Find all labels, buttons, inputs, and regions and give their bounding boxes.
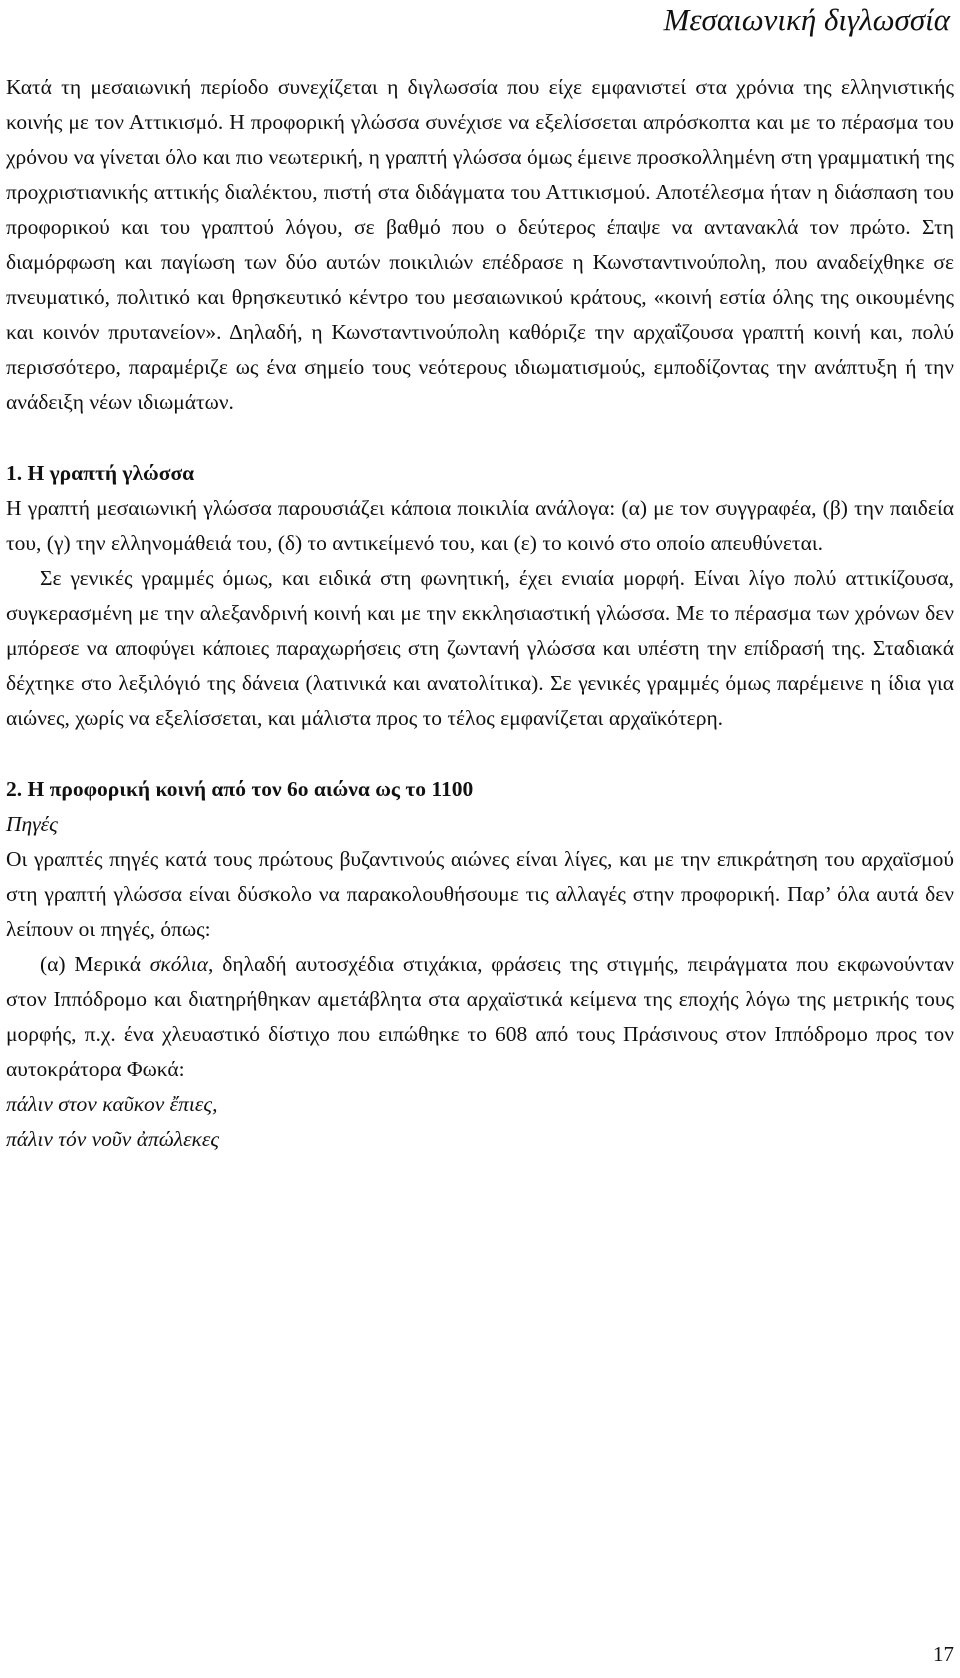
section-spacer	[6, 420, 954, 456]
running-title: Μεσαιωνική διγλωσσία	[663, 2, 950, 37]
section-2-paragraph-1: Οι γραπτές πηγές κατά τους πρώτους βυζαντινούς αιώνες είναι λίγες, και με την επικράτηση του αρχαϊσμού στη γραπτή γλώσσα είναι δύσκολο να παρακολουθήσουμε τις αλλαγές στην προφορική. Παρ’ όλα αυτά δεν λείπουν οι πηγές, όπως:	[6, 847, 954, 941]
section-2-heading: 2. Η προφορική κοινή από τον 6ο αιώνα ως το 1100	[6, 777, 474, 801]
section-2-paragraph-2	[6, 947, 954, 1087]
section-2-subheading: Πηγές	[6, 812, 58, 836]
body-text	[6, 70, 954, 1157]
paragraph-rest: , δηλαδή αυτοσχέδια στιχάκια, φράσεις της στιγμής, πειράγματα που εκφωνούνταν στον Ιππόδρομο και διατηρήθηκαν αμετάβλητα στα αρχαϊστικά κείμενα της εποχής λόγω της μετρικής τους μορφής, π.χ. ένα χλευαστικό δίστιχο που ειπώθηκε το 608 από τους Πράσινους στον Ιππόδρομο προς τον αυτοκράτορα Φωκά:	[6, 952, 954, 1081]
section-1-paragraph-1: Η γραπτή μεσαιωνική γλώσσα παρουσιάζει κάποια ποικιλία ανάλογα: (α) με τον συγγραφέα, (β) την παιδεία του, (γ) την ελληνομάθειά του, (δ) το αντικείμενό του, και (ε) το κοινό στο οποίο απευθύνεται.	[6, 496, 954, 555]
page-number: 17	[933, 1642, 954, 1666]
section-spacer	[6, 736, 954, 772]
emphasized-term: σκόλια	[149, 952, 209, 976]
verse-line-2: πάλιν τόν νοῦν ἀπώλεκες	[6, 1127, 220, 1151]
paragraph-lead: (α) Μερικά	[40, 952, 150, 976]
intro-paragraph: Κατά τη μεσαιωνική περίοδο συνεχίζεται η διγλωσσία που είχε εμφανιστεί στα χρόνια της ελληνιστικής κοινής με τον Αττικισμό. Η προφορική γλώσσα συνέχισε να εξελίσσεται απρόσκοπτα και με το πέρασμα του χρόνου να γίνεται όλο και πιο νεωτερική, η γραπτή γλώσσα όμως έμεινε προσκολλημένη στη γραμματική της προχριστιανικής αττικής διαλέκτου, πιστή στα διδάγματα του Αττικισμού. Αποτέλεσμα ήταν η διάσπαση του προφορικού και του γραπτού λόγου, σε βαθμό που ο δεύτερος έπαψε να αντανακλά τον πρώτο. Στη διαμόρφωση και παγίωση των δύο αυτών ποικιλιών επέδρασε η Κωνσταντινούπολη, που αναδείχθηκε σε πνευματικό, πολιτικό και θρησκευτικό κέντρο του μεσαιωνικού κράτους, «κοινή εστία όλης της οικουμένης και κοινόν πρυτανείον». Δηλαδή, η Κωνσταντινούπολη καθόριζε την αρχαΐζουσα γραπτή κοινή και, πολύ περισσότερο, παραμέριζε ως ένα σημείο τους νεότερους ιδιωματισμούς, εμποδίζοντας την ανάπτυξη ή την ανάδειξη νέων ιδιωμάτων.	[6, 75, 954, 414]
verse-line-1: πάλιν στον καῦκον ἔπιες,	[6, 1092, 218, 1116]
section-1-paragraph-2: Σε γενικές γραμμές όμως, και ειδικά στη φωνητική, έχει ενιαία μορφή. Είναι λίγο πολύ αττικίζουσα, συγκερασμένη με την αλεξανδρινή κοινή και με την εκκλησιαστική γλώσσα. Με το πέρασμα των χρόνων δεν μπόρεσε να αποφύγει κάποιες παραχωρήσεις στη ζωντανή γλώσσα και υπέστη την επίδρασή της. Σταδιακά δέχτηκε στο λεξιλόγιό της δάνεια (λατινικά και ανατολίτικα). Σε γενικές γραμμές όμως παρέμεινε η ίδια για αιώνες, χωρίς να εξελίσσεται, και μάλιστα προς το τέλος εμφανίζεται αρχαϊκότερη.	[6, 566, 954, 730]
section-1-heading: 1. Η γραπτή γλώσσα	[6, 461, 195, 485]
